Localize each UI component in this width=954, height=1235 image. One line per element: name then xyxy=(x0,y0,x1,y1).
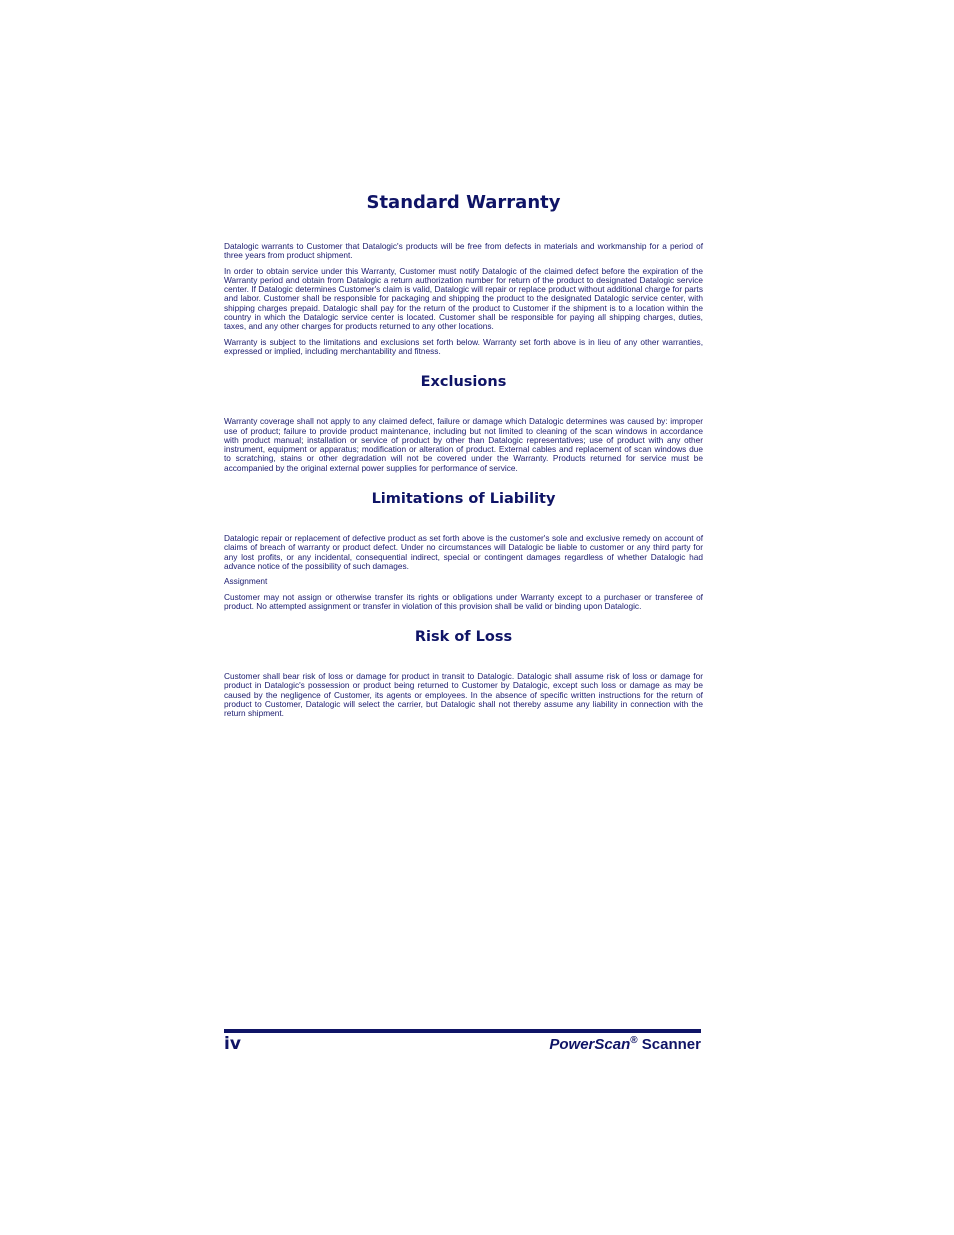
footer-rule xyxy=(224,1029,701,1033)
assignment-label: Assignment xyxy=(224,576,268,587)
risk-of-loss-heading: Risk of Loss xyxy=(414,629,513,646)
footer-product-name xyxy=(549,1035,701,1053)
registered-mark: ® xyxy=(630,1035,638,1046)
assignment-paragraph: Customer may not assign or otherwise transfer its rights or obligations under Warranty except to a purchaser or transferee of product. No attempted assignment or transfer in violation of this provision shall be valid or binding upon Datalogic. xyxy=(224,591,703,611)
warranty-paragraph-3: Warranty is subject to the limitations and exclusions set forth below. Warranty set forth above is in lieu of any other warranties, expressed or implied, including merchantability and fitness. xyxy=(224,336,703,356)
liability-paragraph: Datalogic repair or replacement of defective product as set forth above is the customer's sole and exclusive remedy on account of claims of breach of warranty or product defect. Under no circumstances will Datalogic be liable to customer or any third party for any lost profits, or any incidental, consequential indirect, special or contingent damages regardless of whether Datalogic had advance notice of the possibility of such damages. xyxy=(224,533,703,571)
product-suffix: Scanner xyxy=(637,1036,701,1053)
risk-of-loss-paragraph: Customer shall bear risk of loss or damage for product in transit to Datalogic. Datalogic shall assume risk of loss or damage for product in Datalogic's possession or product being returned to Customer by Datalogic, except such loss or damage as may be caused by the negligence of Customer, its agents or employees. In the absence of specific written instructions for the return of product to Customer, Datalogic will select the carrier, but Datalogic shall not thereby assume any liability in connection with the return shipment. xyxy=(224,671,703,719)
exclusions-paragraph: Warranty coverage shall not apply to any claimed defect, failure or damage which Datalogic determines was caused by: improper use of product; failure to provide product maintenance, including but not limited to cleaning of the scan windows in accordance with product manual; installation or service of product by other than Datalogic representatives; use of product with any other instrument, equipment or apparatus; modification or alteration of product. External cables and replacement of scan windows due to scratching, stains or other degradation will not be covered under the Warranty. Products returned for service must be accompanied by the original external power supplies for performance of service. xyxy=(224,416,703,473)
warranty-paragraph-1: Datalogic warrants to Customer that Datalogic's products will be free from defects in materials and workmanship for a period of three years from product shipment. xyxy=(224,241,703,261)
exclusions-heading: Exclusions xyxy=(420,374,507,391)
page-content xyxy=(224,190,703,725)
footer-page-number: iv xyxy=(224,1034,241,1054)
liability-heading: Limitations of Liability xyxy=(371,491,556,508)
product-brand: PowerScan xyxy=(549,1036,631,1053)
warranty-paragraph-2: In order to obtain service under this Warranty, Customer must notify Datalogic of the claimed defect before the expiration of the Warranty period and obtain from Datalogic a return authorization number for return of the product to designated Datalogic service center. If Datalogic determines Customer's claim is valid, Datalogic will repair or replace product without additional charge for parts and labor. Customer shall be responsible for packaging and shipping the product to the designated Datalogic service center, with shipping charges prepaid. Datalogic shall pay for the return of the product to Customer if the shipment is to a location within the country in which the Datalogic service center is located. Customer shall be responsible for paying all shipping charges, duties, taxes, and any other charges for products returned to any other locations. xyxy=(224,265,703,332)
page-title: Standard Warranty xyxy=(366,192,561,213)
